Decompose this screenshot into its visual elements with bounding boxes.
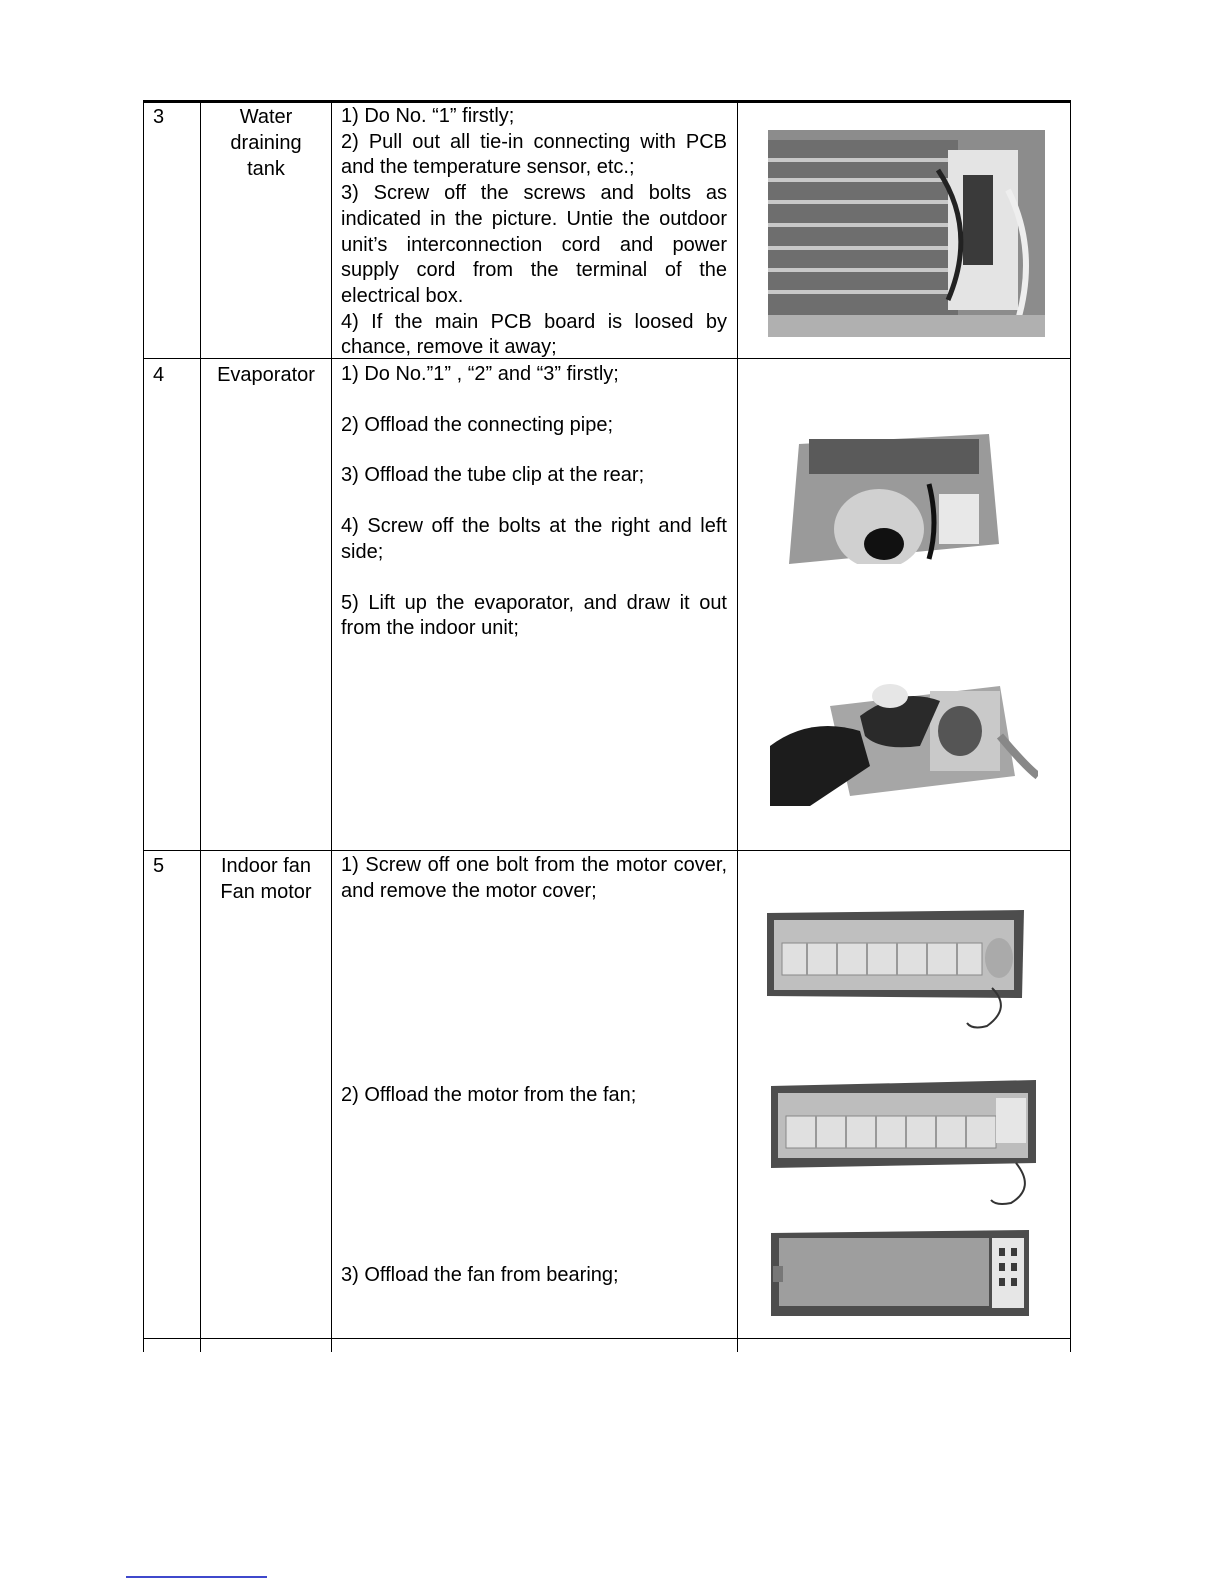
evaporator-bolts-photo (789, 434, 999, 564)
part-name (203, 362, 329, 388)
motor-offloaded-photo (766, 1078, 1044, 1218)
footer-rule (126, 1576, 267, 1578)
part-name-line: Evaporator (217, 364, 315, 386)
step-text: 2) Offload the motor from the fan; (341, 1084, 637, 1106)
part-name-line: tank (247, 158, 285, 180)
table-border-left (143, 102, 144, 1352)
step-text: 4) If the main PCB board is loosed by chance, remove it away; (341, 310, 727, 359)
lifting-evaporator-photo (770, 656, 1038, 806)
step-list (341, 362, 727, 642)
table-bottom-border (143, 1338, 1071, 1339)
part-name-line: Fan motor (220, 881, 312, 903)
step-text: 3) Offload the tube clip at the rear; (341, 464, 645, 487)
step-text: 2) Pull out all tie-in connecting with PCB and the temperature sensor, etc.; (341, 130, 727, 179)
part-name-line: Indoor fan (220, 855, 312, 877)
step-text: 1) Do No.”1” , “2” and “3” firstly; (341, 363, 619, 385)
fan-removed-photo (767, 1228, 1035, 1320)
step-text: 2) Offload the connecting pipe; (341, 413, 614, 436)
table-top-border (143, 100, 1071, 103)
disassembly-table (143, 100, 1071, 1352)
column-divider (737, 102, 738, 1352)
part-name-line: draining (230, 132, 302, 154)
part-name (203, 104, 329, 182)
row-number: 4 (153, 364, 165, 386)
part-name-line: Water (239, 106, 293, 128)
evaporator-with-electrical-box-photo (768, 130, 1045, 337)
row-number: 5 (153, 855, 165, 877)
row-divider (143, 850, 1071, 851)
column-divider (331, 102, 332, 1352)
fan-with-motor-cover-removed-photo (762, 908, 1030, 1036)
part-name (203, 853, 329, 905)
column-divider (200, 102, 201, 1352)
step-text: 3) Screw off the screws and bolts as indicated in the picture. Untie the outdoor unit’s interconnection cord and power supply cord from the terminal of the electrical box. (341, 182, 727, 307)
step-text: 1) Do No. “1” firstly; (341, 105, 515, 127)
step-text: 5) Lift up the evaporator, and draw it out from the indoor unit; (341, 591, 727, 640)
step-text: 1) Screw off one bolt from the motor cover, and remove the motor cover; (341, 854, 727, 902)
step-text: 4) Screw off the bolts at the right and left side; (341, 515, 727, 563)
step-text: 3) Offload the fan from bearing; (341, 1264, 619, 1286)
step-list (341, 104, 727, 361)
table-border-right (1070, 102, 1071, 1352)
row-number: 3 (153, 106, 165, 128)
